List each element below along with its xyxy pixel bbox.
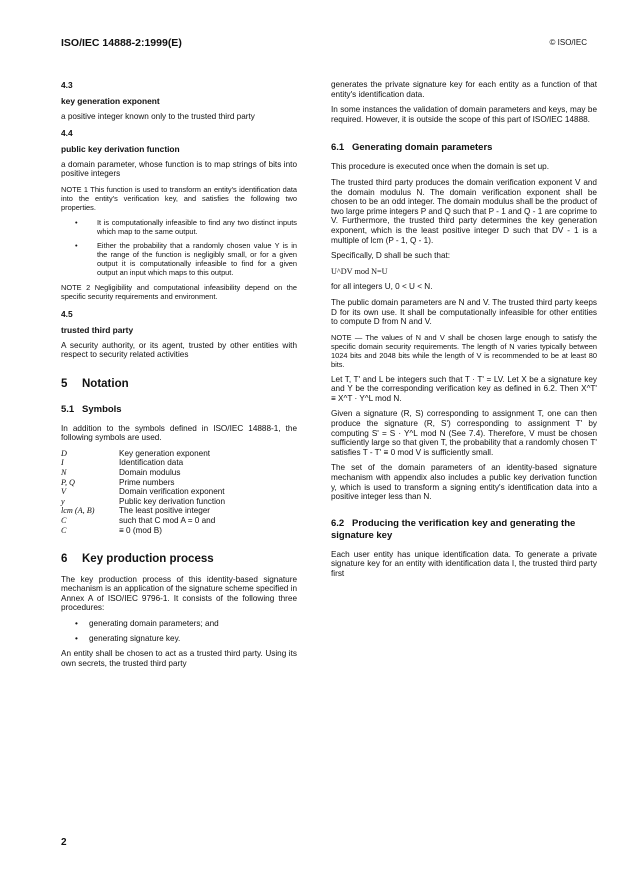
list-item: • It is computationally infeasible to find any two distinct inputs which map to the same output. <box>61 218 297 236</box>
note: NOTE — The values of N and V shall be chosen large enough to satisfy the specific domain security requirements. The length of N varies typically between 1024 bits and 2048 bits while the length of V is recommended to be at least 80 bits. <box>331 332 597 369</box>
left-column <box>61 80 297 674</box>
term-definition: a domain parameter, whose function is to map strings of bits into positive integers <box>61 159 297 179</box>
table-row: C such that C mod A = 0 and <box>61 515 216 525</box>
list-item: • Either the probability that a randomly chosen value Y is in the range of the function is negligibly small, or for a given output it is computationally infeasible to find for a given output an input which maps to this output. <box>61 241 297 277</box>
standard-title: ISO/IEC 14888-2:1999(E) <box>61 37 182 49</box>
term-name: trusted third party <box>61 324 134 335</box>
paragraph: The trusted third party produces the domain verification exponent V and the domain modulus N. The domain verification exponent shall be chosen to be an odd integer. The domain modulus shall be the product of two large prime integers P and Q such that P - 1 and Q - 1 are coprime to V. Furthermore, the trusted third party determines the key generation exponent, which is the least positive integer D such that DV - 1 is a multiple of lcm (P - 1, Q - 1). <box>331 177 597 245</box>
term-number: 4.4 <box>61 127 73 138</box>
table-row: y Public key derivation function <box>61 496 226 506</box>
paragraph: Let T, T' and L be integers such that T · T' = LV. Let X be a signature key and Y be the corresponding verification key as defined in 6.2. Then X^T' ≡ X^T · Y^L mod N. <box>331 374 597 403</box>
symbols-table <box>61 449 225 535</box>
paragraph: In some instances the validation of domain parameters and keys, may be required. However, it is outside the scope of this part of ISO/IEC 14888. <box>331 105 597 124</box>
list-item: • generating signature key. <box>61 634 297 644</box>
subsection-heading: 6.1 Generating domain parameters <box>331 142 493 154</box>
note-2: NOTE 2 Negligibility and computational infeasibility depend on the specific security requirements and environment. <box>61 282 297 301</box>
paragraph: This procedure is executed once when the domain is set up. <box>331 162 550 172</box>
table-row: N Domain modulus <box>61 467 181 477</box>
table-row: C ≡ 0 (mod B) <box>61 525 162 535</box>
paragraph: The key production process of this identity-based signature mechanism is an application of the signature scheme specified in Annex A of ISO/IEC 9796-1. It consists of the following three procedures: <box>61 574 297 613</box>
paragraph: for all integers U, 0 < U < N. <box>331 282 433 292</box>
paragraph: In addition to the symbols defined in ISO/IEC 14888-1, the following symbols are used. <box>61 423 297 443</box>
page-number: 2 <box>61 837 67 848</box>
paragraph: Given a signature (R, S) corresponding to assignment T, one can then produce the signature (R, S') corresponding to assignment T' by computing S' = S · Y^L mod N (See 7.4). Therefore, V must be chosen sufficiently large so that given T, the probability that a randomly chosen T' satisfies T - T' ≡ 0 mod V is sufficiently small. <box>331 409 597 457</box>
term-definition: a positive integer known only to the trusted third party <box>61 112 255 121</box>
bullet-list <box>61 619 297 643</box>
term-number: 4.3 <box>61 80 73 90</box>
section-heading: 5 Notation <box>61 377 129 390</box>
subsection-heading: 6.2 Producing the verification key and generating the signature key <box>331 517 576 541</box>
subsection-heading: 5.1 Symbols <box>61 403 122 415</box>
term-name: public key derivation function <box>61 143 180 154</box>
note-1: NOTE 1 This function is used to transform an entity's identification data into the entity's verification key, and satisfies the following two properties. <box>61 184 297 212</box>
term-name: key generation exponent <box>61 96 160 106</box>
paragraph: generates the private signature key for each entity as a function of that entity's identification data. <box>331 80 597 99</box>
list-item: • generating domain parameters; and <box>61 619 297 629</box>
paragraph: The set of the domain parameters of an identity-based signature mechanism with appendix also includes a public key derivation function y, which is used to transform a signing entity's identification data into a positive integer less than N. <box>331 463 597 502</box>
formula: U^DV mod N=U <box>331 266 388 276</box>
right-column <box>331 80 597 585</box>
table-row: V Domain verification exponent <box>61 487 225 497</box>
term-number: 4.5 <box>61 308 73 319</box>
section-heading: 6 Key production process <box>61 553 214 566</box>
note-bullet-list <box>61 218 297 277</box>
table-row: P, Q Prime numbers <box>61 477 175 487</box>
paragraph: Each user entity has unique identification data. To generate a private signature key for an entity with identification data I, the trusted third party first <box>331 549 597 578</box>
table-row: lcm (A, B) The least positive integer <box>61 506 211 516</box>
table-row: I Identification data <box>61 458 184 468</box>
term-definition: A security authority, or its agent, trusted by other entities with respect to security related activities <box>61 340 297 360</box>
copyright: © ISO/IEC <box>549 38 587 47</box>
paragraph: The public domain parameters are N and V. The trusted third party keeps D for its own use. It shall be computationally infeasible for other entities to compute D from N and V. <box>331 297 597 327</box>
table-row: D Key generation exponent <box>61 448 211 458</box>
paragraph: Specifically, D shall be such that: <box>331 251 451 261</box>
paragraph: An entity shall be chosen to act as a trusted third party. Using its own secrets, the trusted third party <box>61 649 297 668</box>
page-header <box>61 37 587 51</box>
